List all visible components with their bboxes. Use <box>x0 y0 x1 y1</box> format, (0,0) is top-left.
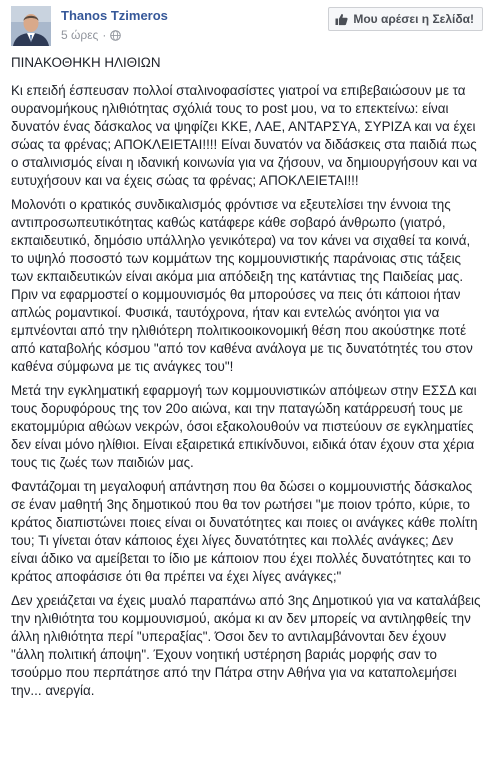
post-paragraph: Μολονότι ο κρατικός συνδικαλισμός φρόντισε να εξευτελίσει την έννοια της αντιπροσωπευτικότητας καθώς κατάφερε κάθε σοβαρό άνθρωπο (γιατρό, εκπαιδευτικό, δημόσιο υπάλληλο γενικότερα) να τον κάνει να σιχαθεί τα κοινά, το υψηλό ποσοστό των κομμάτων της κομμουνιστικής παράνοιας στις τάξεις των εκπαιδευτικών είναι ακόμα μια απόδειξη της κατάντιας της Παιδείας μας. Πριν να εφαρμοστεί ο κομμουνισμός θα μπορούσες να πεις ότι κάποιοι ήταν απλώς ρομαντικοί. Φυσικά, ταυτόχρονα, ήταν και εντελώς ανόητοι για να εμπνέονται από την ηλιθιότερη πολιτικοοικονομική θέση που ακούστηκε ποτέ από καταβολής κόσμου "από τον καθένα ανάλογα με τις δυνατότητές του στον καθένα σύμφωνα με τις ανάγκες του"! <box>11 197 473 374</box>
like-page-button[interactable] <box>328 7 483 31</box>
post-title: ΠΙΝΑΚΟΘΗΚΗ ΗΛΙΘΙΩΝ <box>11 55 161 70</box>
post-meta <box>61 28 121 42</box>
post-header <box>0 0 491 52</box>
thumbs-up-icon <box>335 13 348 26</box>
post-paragraph: Μετά την εγκληματική εφαρμογή των κομμουνιστικών απόψεων στην ΕΣΣΔ και τους δορυφόρους της τον 20ο αιώνα, και την παταγώδη κατάρρευσή τους με εκατομμύρια αθώων νεκρών, όσοι εξακολουθούν να πιστεύουν σε εγκληματίες δεν είναι μόνο ηλίθιοι. Είναι εξαιρετικά επικίνδυνοι, ειδικά όταν έχουν στα χέρια τους τις ζωές των παιδιών μας. <box>11 383 477 470</box>
author-name-link[interactable]: Thanos Tzimeros <box>61 8 168 23</box>
meta-separator: · <box>102 28 107 42</box>
post-paragraph: Φαντάζομαι τη μεγαλοφυή απάντηση που θα δώσει ο κομμουνιστής δάσκαλος σε έναν μαθητή 3ης δημοτικού που θα τον ρωτήσει "με ποιον τρόπο, κύριε, το κράτος διαπιστώνει ποιες είναι οι δυνατότητες και ποιες οι ανάγκες κάθε πολίτη του; Τι γίνεται όταν κάποιος έχει λίγες δυνατότητες και πολλές ανάγκες; Δεν είναι άδικο να αμείβεται το ίδιο με κάποιον που έχει πολλές δυνατότητες και το κράτος αποφάσισε ότι θα πρέπει να έχει λίγες ανάγκες;" <box>11 479 478 584</box>
post-timestamp[interactable]: 5 ώρες <box>61 28 99 42</box>
post-paragraph: Κι επειδή έσπευσαν πολλοί σταλινοφασίστες γιατροί να επιβεβαιώσουν με τα ουρανομήκους ηλιθιότητας σχόλιά τους το post μου, να το επεκτείνω: είναι δυνατόν ένας δάσκαλος να ψηφίζει ΚΚΕ, ΛΑΕ, ΑΝΤΑΡΣΥΑ, ΣΥΡΙΖΑ και να έχει σώας τα φρένας; ΑΠΟΚΛΕΙΕΤΑΙ!!!! Είναι δυνατόν να διδάσκεις στα παιδιά πως ο σταλινισμός είναι η ιδανική κοινωνία για να ζήσουν, να δημιουργήσουν και να ευτυχήσουν και να έχεις σώας τα φρένας; ΑΠΟΚΛΕΙΕΤΑΙ!!! <box>11 83 478 188</box>
post-body <box>11 54 483 706</box>
like-page-label: Μου αρέσει η Σελίδα! <box>353 12 474 26</box>
globe-icon[interactable] <box>110 30 121 41</box>
post-paragraph: Δεν χρειάζεται να έχεις μυαλό παραπάνω από 3ης Δημοτικού για να καταλάβεις την ηλιθιότητα του κομμουνισμού, ακόμα κι αν δεν μπορείς να αντιληφθείς την άλλη ηλιθιότητα περί "υπεραξίας". Όσοι δεν το αντιλαμβάνονται δεν έχουν "άλλη πολιτική άποψη". Έχουν νοητική υστέρηση βαριάς μορφής σαν το τσούρμο που περπάτησε από την Πάτρα στην Αθήνα για να καταπολεμήσει την... ανεργία. <box>11 593 481 698</box>
author-avatar[interactable] <box>11 6 51 46</box>
